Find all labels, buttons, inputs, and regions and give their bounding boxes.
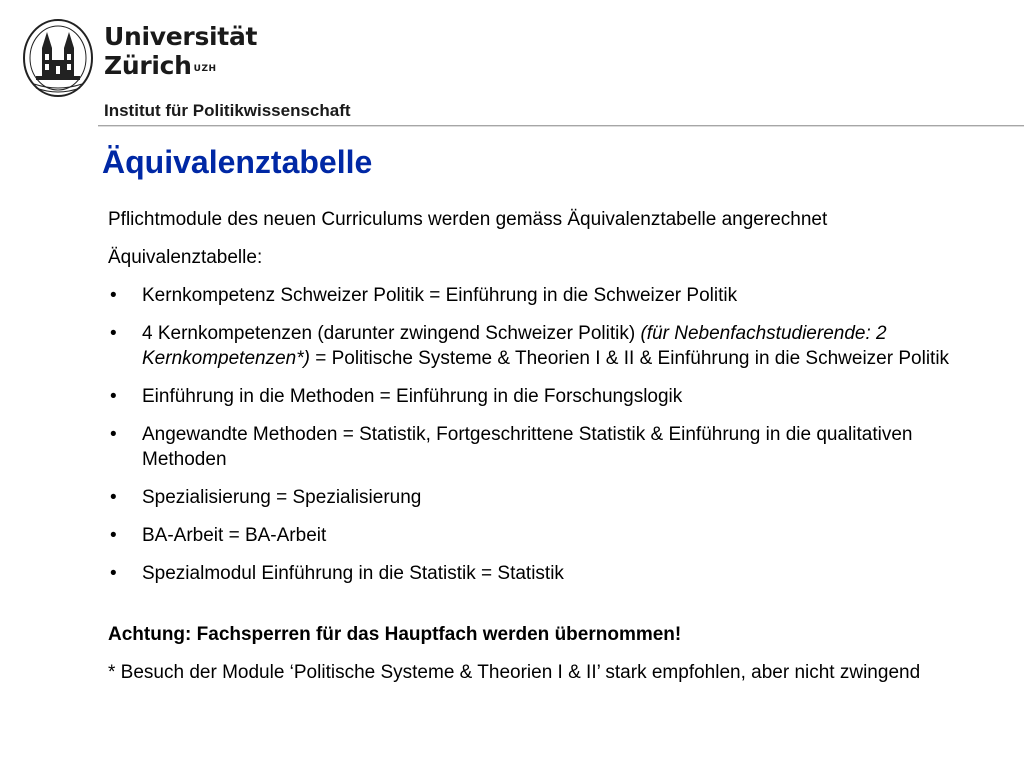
list-item (108, 485, 988, 510)
footnote-text: * Besuch der Module ‘Politische Systeme & Theorien I & II’ stark empfohlen, aber nicht zwingend (108, 662, 921, 683)
university-name-line2 (104, 51, 257, 80)
bullet-icon: • (110, 323, 117, 344)
list-item-italic-note: (für Nebenfachstudierende: 2 Kernkompetenzen*) (142, 323, 887, 369)
list-item (108, 561, 988, 586)
university-name (104, 22, 257, 80)
bullet-icon: • (110, 424, 117, 445)
list-item-text: Kernkompetenz Schweizer Politik = Einführung in die Schweizer Politik (142, 285, 738, 306)
list-item-text: Spezialisierung = Spezialisierung (142, 487, 422, 508)
bullet-icon: • (110, 386, 117, 407)
bullet-icon: • (110, 487, 117, 508)
uzh-seal-icon (22, 18, 94, 98)
spacer (108, 599, 988, 622)
list-item-text: Spezialmodul Einführung in die Statistik = Statistik (142, 563, 564, 584)
intro-text: Pflichtmodule des neuen Curriculums werden gemäss Äquivalenztabelle angerechnet (108, 209, 828, 230)
institute-name: Institut für Politikwissenschaft (104, 101, 351, 120)
slide-content (108, 207, 988, 685)
list-item (108, 422, 988, 472)
university-abbreviation: UZH (193, 64, 217, 74)
list-item (108, 283, 988, 308)
bullet-icon: • (110, 563, 117, 584)
list-item-text: Einführung in die Methoden = Einführung in die Forschungslogik (142, 386, 683, 407)
list-item-text-after: = Politische Systeme & Theorien I & II & Einführung in die Schweizer Politik (309, 348, 950, 369)
header-divider-shadow (98, 126, 1024, 127)
slide-title: Äquivalenztabelle (102, 144, 373, 180)
list-item-text: BA-Arbeit = BA-Arbeit (142, 525, 327, 546)
list-item-text: 4 Kernkompetenzen (darunter zwingend Schweizer Politik) (142, 323, 641, 344)
bullet-icon: • (110, 525, 117, 546)
table-label: Äquivalenztabelle: (108, 247, 263, 268)
bullet-icon: • (110, 285, 117, 306)
equivalence-list (108, 283, 988, 586)
university-name-line1: Universität (104, 22, 258, 51)
list-item (108, 321, 988, 371)
list-item (108, 384, 988, 409)
list-item-text: Angewandte Methoden = Statistik, Fortgeschrittene Statistik & Einführung in die qualitativen Methoden (142, 424, 913, 470)
university-city: Zürich (104, 51, 192, 80)
list-item (108, 523, 988, 548)
warning-text: Achtung: Fachsperren für das Hauptfach werden übernommen! (108, 624, 682, 645)
